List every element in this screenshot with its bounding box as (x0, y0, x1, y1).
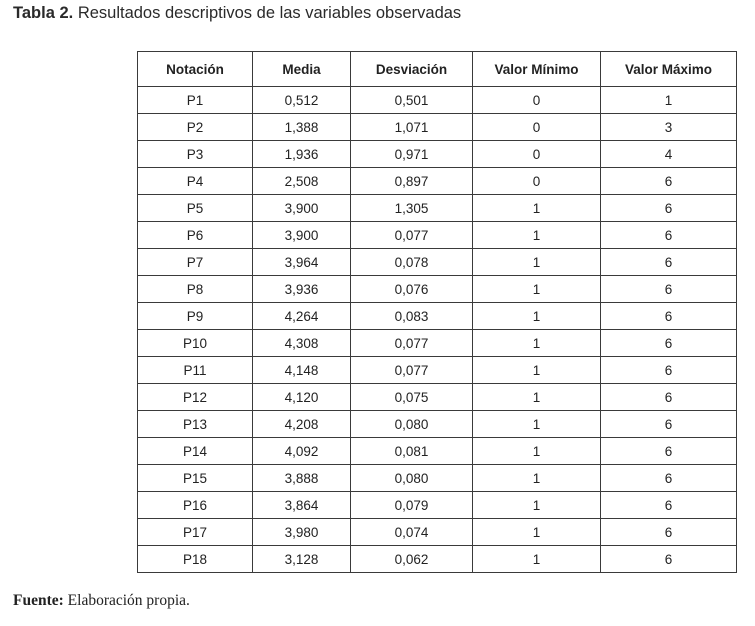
cell-media: 4,208 (253, 411, 351, 438)
cell-valor-minimo: 1 (473, 438, 601, 465)
cell-valor-maximo: 6 (601, 168, 737, 195)
cell-media: 3,964 (253, 249, 351, 276)
table-row (138, 357, 737, 384)
cell-valor-minimo: 1 (473, 357, 601, 384)
cell-desviacion: 0,501 (351, 87, 473, 114)
cell-desviacion: 0,080 (351, 411, 473, 438)
cell-media: 0,512 (253, 87, 351, 114)
cell-valor-minimo: 1 (473, 465, 601, 492)
table-row (138, 87, 737, 114)
cell-notacion: P16 (138, 492, 253, 519)
header-desviacion: Desviación (351, 52, 473, 87)
cell-valor-minimo: 1 (473, 303, 601, 330)
cell-valor-minimo: 1 (473, 546, 601, 573)
source-text: Elaboración propia. (67, 592, 190, 609)
cell-valor-minimo: 1 (473, 330, 601, 357)
cell-notacion: P14 (138, 438, 253, 465)
caption-text: Resultados descriptivos de las variables observadas (77, 4, 462, 22)
cell-media: 1,388 (253, 114, 351, 141)
cell-valor-maximo: 6 (601, 465, 737, 492)
cell-media: 1,936 (253, 141, 351, 168)
table-source (13, 592, 190, 610)
cell-notacion: P7 (138, 249, 253, 276)
cell-desviacion: 0,081 (351, 438, 473, 465)
cell-media: 3,900 (253, 222, 351, 249)
table-row (138, 492, 737, 519)
cell-valor-minimo: 1 (473, 519, 601, 546)
table-row (138, 222, 737, 249)
cell-desviacion: 0,077 (351, 222, 473, 249)
cell-valor-minimo: 0 (473, 168, 601, 195)
table-row (138, 303, 737, 330)
cell-valor-maximo: 6 (601, 195, 737, 222)
cell-media: 4,264 (253, 303, 351, 330)
cell-desviacion: 0,078 (351, 249, 473, 276)
cell-notacion: P17 (138, 519, 253, 546)
table-row (138, 546, 737, 573)
cell-valor-minimo: 1 (473, 492, 601, 519)
cell-media: 4,092 (253, 438, 351, 465)
cell-valor-maximo: 6 (601, 492, 737, 519)
table-row (138, 438, 737, 465)
cell-valor-maximo: 6 (601, 276, 737, 303)
cell-valor-minimo: 1 (473, 384, 601, 411)
cell-notacion: P8 (138, 276, 253, 303)
cell-notacion: P10 (138, 330, 253, 357)
cell-valor-maximo: 3 (601, 114, 737, 141)
table-body (138, 87, 737, 573)
cell-valor-minimo: 1 (473, 411, 601, 438)
table-row (138, 114, 737, 141)
table-row (138, 141, 737, 168)
cell-valor-maximo: 6 (601, 411, 737, 438)
header-valor-minimo: Valor Mínimo (473, 52, 601, 87)
cell-valor-maximo: 1 (601, 87, 737, 114)
cell-notacion: P11 (138, 357, 253, 384)
table-row (138, 330, 737, 357)
table-row (138, 519, 737, 546)
cell-desviacion: 0,077 (351, 330, 473, 357)
cell-valor-maximo: 4 (601, 141, 737, 168)
cell-valor-minimo: 1 (473, 195, 601, 222)
cell-valor-maximo: 6 (601, 303, 737, 330)
cell-valor-maximo: 6 (601, 249, 737, 276)
cell-desviacion: 0,075 (351, 384, 473, 411)
cell-media: 2,508 (253, 168, 351, 195)
cell-desviacion: 0,079 (351, 492, 473, 519)
cell-notacion: P2 (138, 114, 253, 141)
cell-valor-maximo: 6 (601, 357, 737, 384)
cell-valor-minimo: 1 (473, 276, 601, 303)
cell-valor-minimo: 0 (473, 87, 601, 114)
cell-media: 3,128 (253, 546, 351, 573)
header-notacion: Notación (138, 52, 253, 87)
table-row (138, 168, 737, 195)
cell-valor-maximo: 6 (601, 546, 737, 573)
cell-media: 3,980 (253, 519, 351, 546)
cell-notacion: P12 (138, 384, 253, 411)
source-label: Fuente: (13, 592, 64, 609)
cell-notacion: P13 (138, 411, 253, 438)
cell-notacion: P15 (138, 465, 253, 492)
cell-notacion: P18 (138, 546, 253, 573)
table-header-row (138, 52, 737, 87)
table-row (138, 276, 737, 303)
cell-media: 4,148 (253, 357, 351, 384)
cell-notacion: P3 (138, 141, 253, 168)
cell-desviacion: 0,971 (351, 141, 473, 168)
table-row (138, 249, 737, 276)
cell-media: 4,120 (253, 384, 351, 411)
cell-notacion: P9 (138, 303, 253, 330)
cell-valor-maximo: 6 (601, 384, 737, 411)
cell-media: 3,936 (253, 276, 351, 303)
cell-notacion: P1 (138, 87, 253, 114)
cell-notacion: P6 (138, 222, 253, 249)
cell-valor-maximo: 6 (601, 222, 737, 249)
cell-desviacion: 0,076 (351, 276, 473, 303)
header-valor-maximo: Valor Máximo (601, 52, 737, 87)
table-row (138, 465, 737, 492)
cell-media: 3,888 (253, 465, 351, 492)
cell-valor-minimo: 1 (473, 249, 601, 276)
descriptive-results-table (137, 51, 737, 573)
cell-valor-maximo: 6 (601, 330, 737, 357)
cell-desviacion: 0,083 (351, 303, 473, 330)
cell-desviacion: 0,062 (351, 546, 473, 573)
cell-media: 3,864 (253, 492, 351, 519)
cell-desviacion: 1,071 (351, 114, 473, 141)
cell-media: 3,900 (253, 195, 351, 222)
cell-notacion: P4 (138, 168, 253, 195)
table-row (138, 195, 737, 222)
cell-desviacion: 0,080 (351, 465, 473, 492)
cell-valor-maximo: 6 (601, 438, 737, 465)
cell-valor-maximo: 6 (601, 519, 737, 546)
table-row (138, 384, 737, 411)
cell-notacion: P5 (138, 195, 253, 222)
caption-label: Tabla 2. (13, 4, 74, 22)
table-caption (13, 4, 461, 23)
cell-valor-minimo: 1 (473, 222, 601, 249)
cell-media: 4,308 (253, 330, 351, 357)
cell-desviacion: 0,897 (351, 168, 473, 195)
table-row (138, 411, 737, 438)
cell-valor-minimo: 0 (473, 114, 601, 141)
cell-desviacion: 0,077 (351, 357, 473, 384)
cell-desviacion: 1,305 (351, 195, 473, 222)
cell-valor-minimo: 0 (473, 141, 601, 168)
cell-desviacion: 0,074 (351, 519, 473, 546)
header-media: Media (253, 52, 351, 87)
